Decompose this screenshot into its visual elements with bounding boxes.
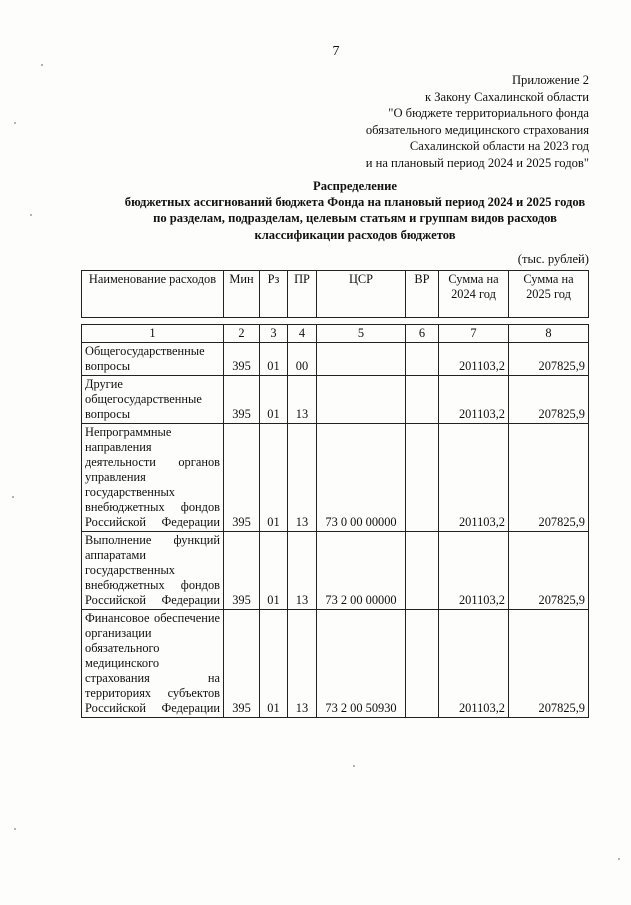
cell-rz: 01 <box>260 343 288 376</box>
cell-vr <box>406 343 439 376</box>
table-row <box>82 343 589 376</box>
column-number: 7 <box>439 325 509 343</box>
cell-sum-2025: 207825,9 <box>509 424 589 532</box>
cell-sum-2025: 207825,9 <box>509 532 589 610</box>
cell-vr <box>406 532 439 610</box>
table-row <box>82 424 589 532</box>
column-number: 4 <box>288 325 317 343</box>
column-header: Сумма на 2024 год <box>439 271 509 318</box>
row-name: Общегосударственные вопросы <box>82 343 224 376</box>
title-line: Распределение <box>313 179 397 193</box>
cell-csr: 73 2 00 00000 <box>317 532 406 610</box>
appendix-header <box>366 72 589 171</box>
cell-pr: 13 <box>288 424 317 532</box>
cell-rz: 01 <box>260 424 288 532</box>
cell-csr <box>317 343 406 376</box>
row-name: Финансовое обеспечение организации обязательного медицинского страхования на территориях субъектов Российской Федерации <box>82 610 224 718</box>
table-row <box>82 532 589 610</box>
column-number: 2 <box>224 325 260 343</box>
column-number: 5 <box>317 325 406 343</box>
appendix-line: Сахалинской области на 2023 год <box>409 139 589 153</box>
cell-min: 395 <box>224 532 260 610</box>
cell-vr <box>406 610 439 718</box>
cell-csr: 73 2 00 50930 <box>317 610 406 718</box>
column-number: 6 <box>406 325 439 343</box>
cell-sum-2025: 207825,9 <box>509 376 589 424</box>
column-header: Сумма на 2025 год <box>509 271 589 318</box>
cell-vr <box>406 376 439 424</box>
cell-rz: 01 <box>260 610 288 718</box>
column-number: 3 <box>260 325 288 343</box>
appendix-line: к Закону Сахалинской области <box>424 89 589 104</box>
table-header-row <box>82 271 589 318</box>
header-gap-row <box>82 318 589 325</box>
cell-csr <box>317 376 406 424</box>
cell-csr: 73 0 00 00000 <box>317 424 406 532</box>
appendix-line: "О бюджете территориального фонда <box>388 106 589 120</box>
appendix-line: и на плановый период 2024 и 2025 годов" <box>365 155 589 170</box>
cell-sum-2024: 201103,2 <box>439 610 509 718</box>
appendix-line: обязательного медицинского страхования <box>365 122 589 137</box>
title-line: бюджетных ассигнований бюджета Фонда на плановый период 2024 и 2025 годов <box>124 195 586 210</box>
scan-speck <box>12 496 14 498</box>
row-name: Другие общегосударственные вопросы <box>82 376 224 424</box>
scan-speck <box>30 214 32 216</box>
cell-rz: 01 <box>260 532 288 610</box>
appendix-line: Приложение 2 <box>511 73 589 87</box>
column-header: ВР <box>406 271 439 318</box>
column-header: Мин <box>224 271 260 318</box>
title-line: классификации расходов бюджетов <box>254 227 456 242</box>
cell-sum-2024: 201103,2 <box>439 424 509 532</box>
cell-sum-2024: 201103,2 <box>439 376 509 424</box>
cell-sum-2025: 207825,9 <box>509 343 589 376</box>
cell-sum-2024: 201103,2 <box>439 343 509 376</box>
cell-rz: 01 <box>260 376 288 424</box>
cell-pr: 13 <box>288 532 317 610</box>
cell-sum-2024: 201103,2 <box>439 532 509 610</box>
gap-cell <box>82 318 589 325</box>
budget-table <box>81 270 589 718</box>
scan-speck <box>353 765 355 767</box>
column-header: ЦСР <box>317 271 406 318</box>
cell-pr: 13 <box>288 376 317 424</box>
units-label: (тыс. рублей) <box>517 252 589 266</box>
column-number: 1 <box>82 325 224 343</box>
scan-speck <box>14 122 16 124</box>
cell-pr: 00 <box>288 343 317 376</box>
cell-pr: 13 <box>288 610 317 718</box>
cell-min: 395 <box>224 424 260 532</box>
column-header: Наименование расходов <box>82 271 224 318</box>
page-number: 7 <box>332 44 340 59</box>
scan-speck <box>41 64 43 66</box>
column-number: 8 <box>509 325 589 343</box>
scan-speck <box>618 858 620 860</box>
row-name: Выполнение функций аппаратами государственных внебюджетных фондов Российской Федерации <box>82 532 224 610</box>
column-header: Рз <box>260 271 288 318</box>
cell-min: 395 <box>224 343 260 376</box>
cell-vr <box>406 424 439 532</box>
cell-min: 395 <box>224 376 260 424</box>
table-row <box>82 610 589 718</box>
document-title <box>90 178 620 243</box>
cell-min: 395 <box>224 610 260 718</box>
column-number-row <box>82 325 589 343</box>
row-name: Непрограммные направления деятельности органов управления государственных внебюджетных фондов Российской Федерации <box>82 424 224 532</box>
title-line: по разделам, подразделам, целевым статьям и группам видов расходов <box>153 211 557 226</box>
scan-speck <box>14 828 16 830</box>
table-row <box>82 376 589 424</box>
cell-sum-2025: 207825,9 <box>509 610 589 718</box>
column-header: ПР <box>288 271 317 318</box>
